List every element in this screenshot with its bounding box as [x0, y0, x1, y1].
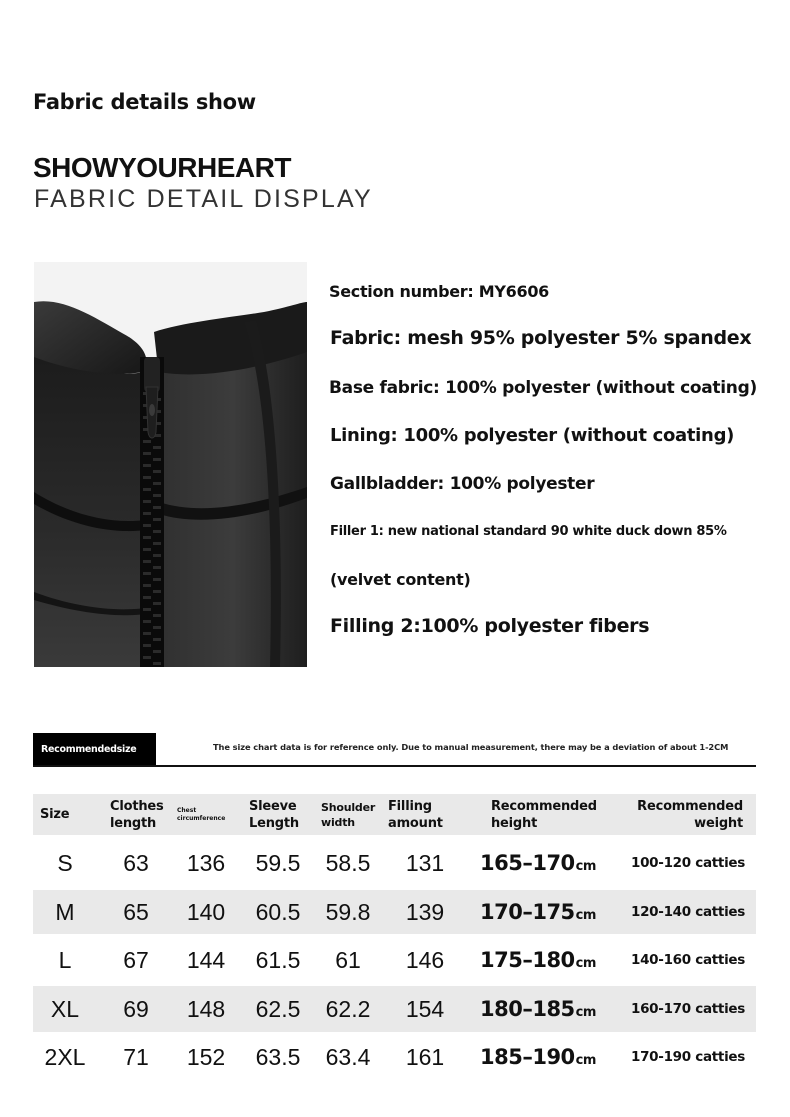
- spec-gallbladder: Gallbladder: 100% polyester: [330, 474, 595, 494]
- header-recommended-weight: Recommended weight: [637, 798, 743, 831]
- cell-weight: 160-170 catties: [631, 1001, 746, 1017]
- cell-chest: 148: [186, 995, 226, 1022]
- cell-length: 69: [123, 995, 149, 1022]
- cell-chest: 140: [186, 898, 226, 925]
- header-clothes-length: Clothes length: [110, 798, 164, 831]
- cell-length: 67: [123, 946, 149, 973]
- header-sleeve-length: Sleeve Length: [249, 798, 299, 831]
- cell-height: 180–185 cm: [480, 997, 596, 1021]
- spec-filler-1: Filler 1: new national standard 90 white duck down 85%: [330, 524, 727, 539]
- cell-fill: 154: [405, 995, 445, 1022]
- header-filling-amount: Filling amount: [388, 798, 443, 831]
- cell-fill: 139: [405, 898, 445, 925]
- spec-filling-2: Filling 2:100% polyester fibers: [330, 615, 650, 637]
- cell-chest: 136: [186, 849, 226, 876]
- spec-lining: Lining: 100% polyester (without coating): [330, 425, 735, 446]
- header-size: Size: [40, 807, 70, 822]
- table-row: [33, 986, 756, 1032]
- fabric-detail-photo: [34, 262, 307, 667]
- cell-shoulder: 62.2: [325, 995, 371, 1022]
- cell-size: L: [58, 946, 72, 973]
- size-table-header: [33, 794, 756, 835]
- cell-size: M: [55, 898, 75, 925]
- spec-filler-1-continued: (velvet content): [330, 570, 471, 589]
- cell-weight: 140-160 catties: [631, 952, 746, 968]
- table-row: [33, 936, 756, 984]
- cell-height: 185–190 cm: [480, 1045, 596, 1069]
- cell-shoulder: 59.8: [325, 898, 371, 925]
- cell-weight: 170-190 catties: [631, 1049, 746, 1065]
- header-recommended-height: Recommended height: [491, 798, 597, 831]
- size-chart-note: The size chart data is for reference only. Due to manual measurement, there may be a deviation of about 1-2CM: [213, 742, 729, 752]
- size-chart-divider: [33, 765, 756, 767]
- cell-sleeve: 60.5: [255, 898, 301, 925]
- spec-fabric: Fabric: mesh 95% polyester 5% spandex: [330, 327, 752, 349]
- cell-size: S: [57, 849, 73, 876]
- cell-weight: 100-120 catties: [631, 855, 746, 871]
- header-shoulder-width: Shoulder width: [321, 800, 376, 829]
- cell-fill: 146: [405, 946, 445, 973]
- brand-name: SHOWYOURHEART: [33, 152, 291, 183]
- cell-length: 71: [123, 1043, 149, 1070]
- cell-size: XL: [50, 995, 80, 1022]
- cell-shoulder: 61: [335, 946, 361, 973]
- cell-sleeve: 62.5: [255, 995, 301, 1022]
- cell-size: 2XL: [44, 1043, 86, 1070]
- table-row: [33, 840, 756, 886]
- section-title: Fabric details show: [33, 90, 256, 114]
- cell-sleeve: 59.5: [255, 849, 301, 876]
- brand-subtitle: FABRIC DETAIL DISPLAY: [34, 185, 373, 213]
- cell-length: 63: [123, 849, 149, 876]
- size-chart-label: Recommendedsize: [33, 733, 156, 766]
- spec-section-number: Section number: MY6606: [329, 282, 550, 301]
- cell-fill: 161: [405, 1043, 445, 1070]
- cell-length: 65: [123, 898, 149, 925]
- cell-chest: 152: [186, 1043, 226, 1070]
- table-row: [33, 890, 756, 934]
- cell-sleeve: 61.5: [255, 946, 301, 973]
- cell-fill: 131: [405, 849, 445, 876]
- cell-height: 170–175 cm: [480, 900, 596, 924]
- cell-height: 175–180 cm: [480, 948, 596, 972]
- spec-base-fabric: Base fabric: 100% polyester (without coating): [329, 378, 757, 398]
- cell-shoulder: 58.5: [325, 849, 371, 876]
- header-chest-circumference: Chest circumference: [177, 806, 226, 822]
- cell-weight: 120-140 catties: [631, 904, 746, 920]
- table-row: [33, 1034, 756, 1080]
- cell-shoulder: 63.4: [325, 1043, 371, 1070]
- cell-sleeve: 63.5: [255, 1043, 301, 1070]
- cell-height: 165–170 cm: [480, 851, 596, 875]
- cell-chest: 144: [186, 946, 226, 973]
